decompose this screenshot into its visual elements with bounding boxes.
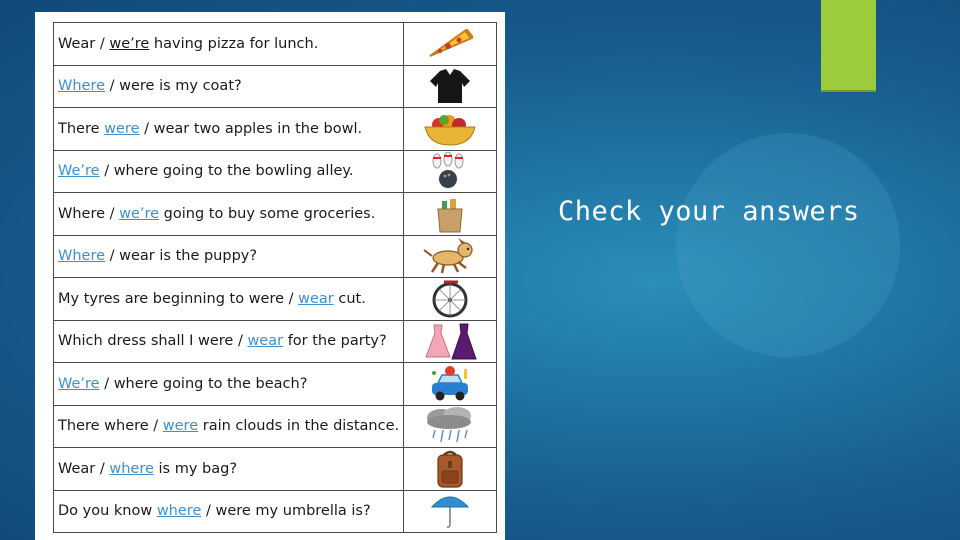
sentence-text: wear: [153, 120, 190, 137]
sentence-text: were: [215, 503, 251, 520]
table-row: [54, 448, 497, 491]
sentence-text: for the party?: [283, 333, 387, 350]
picture-cell: [403, 490, 496, 533]
sentence-cell: [54, 320, 404, 363]
answer-word: wear: [247, 333, 284, 350]
picture-cell: [403, 193, 496, 236]
answer-word: we’re: [119, 205, 160, 222]
answer-word: where: [109, 460, 154, 477]
pizza-icon: [404, 26, 496, 62]
sentence-text: going to buy some groceries.: [159, 205, 376, 222]
sentence-text: /: [99, 163, 114, 180]
table-row: [54, 150, 497, 193]
sentence-cell: [54, 448, 404, 491]
sentence-text: /: [105, 248, 120, 265]
sentence-text: There: [58, 120, 105, 137]
sentence-cell: [54, 23, 404, 66]
sentence-text: my umbrella is?: [250, 503, 371, 520]
table-row: [54, 405, 497, 448]
sentence-cell: [54, 363, 404, 406]
sentence-text: is my coat?: [154, 78, 242, 95]
answer-word: where: [156, 503, 202, 520]
answer-word: we’re: [109, 35, 150, 52]
table-row: [54, 278, 497, 321]
rain-cloud-icon: [404, 406, 496, 446]
sentence-text: rain clouds in the distance.: [198, 418, 400, 435]
backpack-icon: [404, 449, 496, 489]
table-row: [54, 108, 497, 151]
sentence-text: cut.: [333, 290, 366, 307]
answers-table: [53, 22, 497, 533]
fruit-bowl-icon: [404, 111, 496, 147]
sentence-text: going to the beach?: [158, 375, 308, 392]
sentence-text: /: [95, 35, 110, 52]
sentence-text: Wear: [58, 35, 96, 52]
picture-cell: [403, 150, 496, 193]
sentence-cell: [54, 490, 404, 533]
sentence-cell: [54, 235, 404, 278]
answer-word: We’re: [58, 375, 100, 392]
picture-cell: [403, 405, 496, 448]
sentence-text: where: [113, 375, 159, 392]
sentence-text: where: [113, 163, 159, 180]
answer-word: wear: [298, 290, 334, 307]
picture-cell: [403, 108, 496, 151]
picture-cell: [403, 235, 496, 278]
sentence-text: Do you know: [58, 503, 157, 520]
bicycle-wheel-icon: [404, 280, 496, 318]
picture-cell: [403, 363, 496, 406]
sentence-text: There where /: [58, 418, 163, 435]
answer-word: We’re: [58, 163, 100, 180]
sentence-text: going to the bowling alley.: [158, 163, 354, 180]
coat-icon: [404, 67, 496, 105]
sentence-text: two apples in the bowl.: [189, 120, 363, 137]
bowling-icon: [404, 152, 496, 190]
sentence-text: Where /: [58, 205, 120, 222]
table-row: [54, 193, 497, 236]
picture-cell: [403, 65, 496, 108]
sentence-cell: [54, 65, 404, 108]
dresses-icon: [404, 321, 496, 361]
answer-word: Where: [58, 248, 106, 265]
sentence-text: My tyres are beginning to were /: [58, 290, 299, 307]
picture-cell: [403, 320, 496, 363]
umbrella-icon: [404, 493, 496, 529]
grocery-bag-icon: [404, 195, 496, 233]
heading: Check your answers: [558, 196, 860, 227]
answer-word: Where: [58, 78, 106, 95]
beach-car-icon: [404, 365, 496, 403]
sentence-text: Wear /: [58, 460, 110, 477]
picture-cell: [403, 448, 496, 491]
decorative-circle: [676, 133, 900, 357]
sentence-text: were: [119, 78, 155, 95]
table-row: [54, 363, 497, 406]
sentence-cell: [54, 193, 404, 236]
sentence-text: /: [105, 78, 120, 95]
sentence-text: /: [99, 375, 114, 392]
puppy-icon: [404, 238, 496, 274]
sentence-text: /: [139, 120, 154, 137]
sentence-text: is the puppy?: [154, 248, 258, 265]
table-row: [54, 490, 497, 533]
table-row: [54, 235, 497, 278]
table-row: [54, 23, 497, 66]
sentence-cell: [54, 405, 404, 448]
table-row: [54, 320, 497, 363]
sentence-text: Which dress shall I were /: [58, 333, 248, 350]
worksheet: [35, 12, 505, 540]
sentence-text: /: [201, 503, 216, 520]
sentence-cell: [54, 150, 404, 193]
picture-cell: [403, 23, 496, 66]
table-row: [54, 65, 497, 108]
picture-cell: [403, 278, 496, 321]
accent-bar: [821, 0, 876, 90]
sentence-cell: [54, 278, 404, 321]
answer-word: were: [104, 120, 140, 137]
sentence-text: having pizza for lunch.: [149, 35, 319, 52]
sentence-text: wear: [119, 248, 155, 265]
sentence-cell: [54, 108, 404, 151]
answer-word: were: [162, 418, 199, 435]
sentence-text: is my bag?: [153, 460, 238, 477]
